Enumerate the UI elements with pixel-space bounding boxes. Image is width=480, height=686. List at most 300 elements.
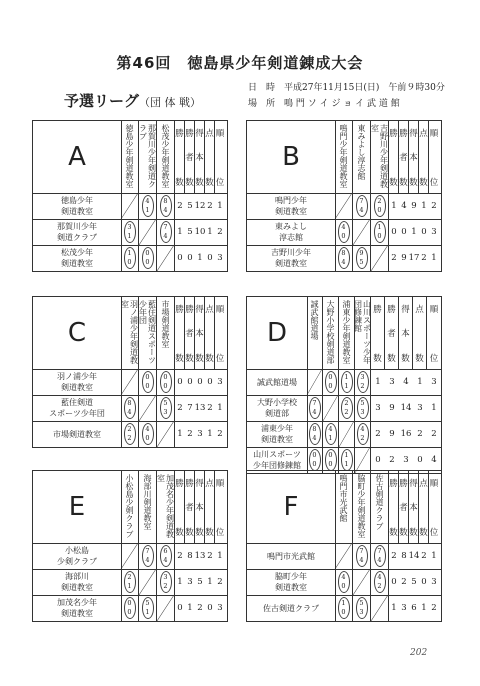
- stat-header-char: 数: [175, 528, 184, 538]
- bouts-won: 4: [341, 258, 346, 266]
- team-name-line: 誠武館道場: [257, 377, 297, 387]
- stat-header-char: 得: [409, 479, 418, 489]
- opponent-column-label: 佐古剣道クラブ: [371, 471, 389, 543]
- stat-points: 16: [400, 429, 412, 439]
- opponent-column-label: 浦東少年剣道教室: [339, 297, 355, 369]
- stat-header-char: 点: [419, 479, 428, 489]
- stat-winners: 0: [187, 253, 193, 263]
- stat-rank: 2: [431, 201, 437, 211]
- team-name-line: 脇町少年: [275, 572, 307, 581]
- stat-header-char: 勝: [175, 479, 184, 489]
- team-name: [247, 395, 308, 421]
- self-match-cell: [139, 395, 157, 421]
- self-match-cell: [157, 595, 175, 621]
- stat-winners: 9: [389, 429, 395, 439]
- score-ellipse: [356, 247, 368, 269]
- league-header: [33, 471, 227, 544]
- stat-wins: 3: [375, 403, 381, 413]
- points-taken: 4: [145, 197, 150, 205]
- stat-wins: 1: [177, 577, 183, 587]
- bouts-won: 0: [377, 232, 382, 240]
- stat-wins: 1: [177, 227, 183, 237]
- league-grid: [32, 296, 228, 448]
- bouts-won: 2: [360, 382, 365, 390]
- bouts-won: 1: [145, 608, 150, 616]
- match-score-cell: [121, 395, 139, 421]
- stat-pts: 1: [207, 577, 213, 587]
- score-ellipse: [338, 247, 350, 269]
- team-row: [33, 569, 227, 596]
- team-row: [33, 219, 227, 246]
- stat-points: 9: [411, 201, 417, 211]
- subtitle-note: （団 体 戦）: [139, 96, 202, 109]
- points-taken: 4: [341, 573, 346, 581]
- score-ellipse: [124, 423, 136, 445]
- score-ellipse: [338, 571, 350, 593]
- league-letter: F: [247, 471, 336, 543]
- opponent-column-label: 東みよし淳志館: [353, 121, 371, 193]
- stat-header-char: 数: [415, 354, 424, 364]
- score-ellipse: [124, 597, 136, 619]
- opponent-column-label: 海部川剣道教室: [139, 471, 157, 543]
- stat-pts: 0: [207, 603, 213, 613]
- bouts-won: 1: [344, 460, 349, 468]
- team-name: [33, 219, 122, 245]
- team-name-line: 大野小学校: [257, 398, 297, 407]
- stat-header-pts: [419, 121, 429, 193]
- stat-header-char: 得: [401, 305, 410, 315]
- stat-header-char: 勝: [399, 479, 408, 489]
- stat-header-char: 勝: [399, 129, 408, 139]
- league-grid: [246, 470, 442, 622]
- diagonal-slash: [157, 595, 174, 621]
- stat-winners: 3: [401, 603, 407, 613]
- match-score-cell: [335, 219, 353, 245]
- team-name-line: 市場剣道教室: [53, 429, 101, 439]
- score-ellipse: [338, 597, 350, 619]
- stat-header-rank: [215, 297, 225, 369]
- team-name-line: 剣道教室: [261, 435, 293, 444]
- match-score-cell: [157, 569, 175, 595]
- stat-pts: 1: [207, 227, 213, 237]
- stat-winners: 8: [187, 551, 193, 561]
- team-row: [247, 421, 441, 448]
- stat-pts: 2: [421, 253, 427, 263]
- stat-points: 12: [194, 201, 206, 211]
- opponent-column-label: 松茂少年剣道教室: [157, 121, 175, 193]
- stat-header-char: 数: [399, 528, 408, 538]
- stat-header-char: 数: [419, 528, 428, 538]
- stat-rank: 1: [217, 201, 223, 211]
- diagonal-slash: [139, 395, 156, 421]
- points-taken: 7: [377, 547, 382, 555]
- stat-header-char: 位: [429, 178, 439, 188]
- stat-rank: 2: [217, 227, 223, 237]
- score-ellipse: [142, 247, 154, 269]
- team-name-line: 剣道クラブ: [57, 233, 97, 242]
- score-ellipse: [160, 571, 172, 593]
- stat-header-char: 数: [389, 528, 398, 538]
- opponent-column-label: 脇町少年剣道教室: [353, 471, 371, 543]
- stat-header-char: 勝: [185, 479, 194, 489]
- stat-header-char: 本: [409, 153, 418, 163]
- stat-header-winners: [185, 121, 195, 193]
- bouts-won: 1: [127, 582, 132, 590]
- stat-header-char: 順: [215, 305, 225, 315]
- score-ellipse: [142, 195, 154, 217]
- score-ellipse: [341, 397, 353, 419]
- stat-header-char: 位: [215, 354, 225, 364]
- team-row: [247, 595, 441, 621]
- league-grid: [246, 120, 442, 272]
- match-score-cell: [139, 543, 157, 569]
- diagonal-slash: [335, 193, 352, 219]
- stat-header-winners: [185, 297, 195, 369]
- bouts-won: 2: [163, 582, 168, 590]
- stat-header-points: [195, 121, 205, 193]
- bouts-won: 1: [145, 206, 150, 214]
- score-ellipse: [356, 545, 368, 567]
- points-taken: 6: [163, 547, 168, 555]
- bouts-won: 4: [359, 556, 364, 564]
- team-name-line: 剣道教室: [275, 259, 307, 268]
- team-name-line: 小松島: [65, 546, 89, 555]
- diagonal-slash: [121, 193, 138, 219]
- stat-header-char: 勝: [387, 305, 396, 315]
- stat-header-points: [409, 121, 419, 193]
- diagonal-slash: [139, 219, 156, 245]
- stat-header-char: 者: [399, 153, 408, 163]
- match-score-cell: [157, 193, 175, 219]
- page-subtitle: 予選リーグ（団 体 戦）: [64, 92, 202, 110]
- score-ellipse: [357, 423, 369, 445]
- stat-header-char: 数: [373, 354, 382, 364]
- score-ellipse: [142, 597, 154, 619]
- stat-header-char: 位: [215, 178, 225, 188]
- team-name-line: 剣道教室: [61, 207, 93, 216]
- points-taken: 5: [163, 399, 168, 407]
- match-score-cell: [335, 245, 353, 271]
- bouts-won: 4: [312, 434, 317, 442]
- points-taken: 0: [312, 451, 317, 459]
- stat-header-char: 数: [401, 354, 410, 364]
- team-row: [247, 219, 441, 246]
- score-ellipse: [142, 371, 154, 393]
- stat-header-char: 数: [195, 178, 204, 188]
- stat-header-char: 数: [175, 178, 184, 188]
- bouts-won: 4: [163, 206, 168, 214]
- match-score-cell: [139, 595, 157, 621]
- points-taken: 4: [328, 425, 333, 433]
- match-score-cell: [353, 543, 371, 569]
- opponent-column-label: 鳴門市光武館: [335, 471, 353, 543]
- stat-header-char: 順: [429, 479, 439, 489]
- opponent-column-label: 徳島少年剣道教室: [121, 121, 139, 193]
- opponent-column-label: 山川スポーツ少年団修錬館: [355, 297, 371, 369]
- score-ellipse: [374, 571, 386, 593]
- team-name-line: 少年団修錬館: [253, 461, 301, 470]
- team-name-line: 剣道部: [265, 409, 289, 418]
- team-name: [33, 569, 122, 595]
- stat-header-char: 得: [195, 129, 204, 139]
- team-row: [247, 543, 441, 570]
- stat-winners: 2: [187, 429, 193, 439]
- stat-header-char: 者: [185, 153, 194, 163]
- diagonal-slash: [323, 395, 338, 421]
- team-name: [33, 395, 122, 421]
- stat-header-char: 数: [419, 178, 428, 188]
- score-ellipse: [309, 449, 321, 471]
- stat-header-char: 本: [195, 503, 204, 513]
- bouts-won: 4: [359, 206, 364, 214]
- score-ellipse: [338, 221, 350, 243]
- team-name-line: 山川スポーツ: [253, 450, 301, 459]
- stat-header-char: 数: [399, 178, 408, 188]
- stat-header-char: 数: [409, 528, 418, 538]
- points-taken: 3: [127, 223, 132, 231]
- team-row: [247, 245, 441, 271]
- stat-wins: 2: [391, 551, 397, 561]
- stat-points: 6: [411, 603, 417, 613]
- team-row: [33, 395, 227, 422]
- date-line: 日 時 平成27年11月15日(日) 午前９時30分: [248, 83, 445, 93]
- stat-winners: 3: [389, 377, 395, 387]
- stat-pts: 0: [417, 455, 423, 465]
- match-score-cell: [121, 421, 139, 447]
- score-ellipse: [357, 371, 369, 393]
- match-score-cell: [323, 421, 339, 447]
- bouts-won: 0: [145, 258, 150, 266]
- match-score-cell: [371, 569, 389, 595]
- self-match-cell: [121, 193, 139, 219]
- diagonal-slash: [139, 569, 156, 595]
- stat-pts: 1: [207, 429, 213, 439]
- points-taken: 1: [344, 451, 349, 459]
- stat-points: 1: [197, 253, 203, 263]
- match-score-cell: [353, 193, 371, 219]
- points-taken: 8: [341, 249, 346, 257]
- stat-winners: 7: [187, 403, 193, 413]
- stat-points: 4: [403, 377, 409, 387]
- stat-rank: 4: [431, 455, 437, 465]
- stat-winners: 2: [389, 455, 395, 465]
- match-score-cell: [307, 421, 323, 447]
- team-name-line: 徳島少年: [61, 196, 93, 205]
- stat-header-char: 数: [185, 178, 194, 188]
- stat-pts: 3: [417, 403, 423, 413]
- league-header: [33, 297, 227, 370]
- team-name-line: 鳴門少年: [275, 196, 307, 205]
- match-score-cell: [355, 369, 371, 395]
- score-ellipse: [124, 247, 136, 269]
- diagonal-slash: [335, 543, 352, 569]
- stat-pts: 2: [417, 429, 423, 439]
- stat-winners: 5: [187, 201, 193, 211]
- match-score-cell: [371, 543, 389, 569]
- self-match-cell: [371, 245, 389, 271]
- points-taken: 4: [377, 573, 382, 581]
- diagonal-slash: [157, 245, 174, 271]
- points-taken: 0: [328, 373, 333, 381]
- stat-header-char: 本: [401, 329, 410, 339]
- team-name-line: 松茂少年: [61, 248, 93, 257]
- points-taken: 1: [127, 249, 132, 257]
- team-name: [247, 193, 336, 219]
- match-score-cell: [139, 193, 157, 219]
- stat-points: 5: [197, 577, 203, 587]
- team-name-line: 東みよし: [275, 222, 307, 231]
- stat-wins: 1: [375, 377, 381, 387]
- score-ellipse: [124, 221, 136, 243]
- stat-header-winners: [385, 297, 399, 369]
- points-taken: 1: [344, 373, 349, 381]
- stat-wins: 2: [177, 201, 183, 211]
- opponent-column-label: 那賀川少年剣道クラブ: [139, 121, 157, 193]
- stat-wins: 0: [177, 603, 183, 613]
- stat-header-char: 数: [205, 528, 214, 538]
- stat-wins: 2: [375, 429, 381, 439]
- team-name: [247, 245, 336, 271]
- self-match-cell: [157, 421, 175, 447]
- bouts-won: 3: [360, 408, 365, 416]
- stat-header-wins: [175, 297, 185, 369]
- team-name: [33, 595, 122, 621]
- diagonal-slash: [339, 421, 354, 447]
- points-taken: 0: [127, 599, 132, 607]
- league-header: [33, 121, 227, 194]
- team-name: [33, 421, 122, 447]
- bouts-won: 0: [127, 608, 132, 616]
- score-ellipse: [357, 397, 369, 419]
- stat-winners: 4: [401, 201, 407, 211]
- diagonal-slash: [307, 369, 322, 395]
- match-score-cell: [121, 595, 139, 621]
- stat-header-char: 点: [205, 129, 214, 139]
- score-ellipse: [160, 221, 172, 243]
- points-taken: 5: [359, 599, 364, 607]
- team-name: [247, 569, 336, 595]
- stat-header-char: 位: [215, 528, 225, 538]
- stat-header-char: 本: [195, 153, 204, 163]
- team-name-line: 加茂名少年: [57, 598, 97, 607]
- diagonal-slash: [371, 245, 388, 271]
- stat-header-rank: [215, 121, 225, 193]
- stat-wins: 2: [391, 253, 397, 263]
- stat-header-char: 数: [389, 178, 398, 188]
- team-row: [247, 369, 441, 396]
- stat-pts: 2: [207, 403, 213, 413]
- opponent-column-label: 藍住剣道スポーツ少年団: [139, 297, 157, 369]
- stat-header-wins: [371, 297, 385, 369]
- league-header: [247, 297, 441, 370]
- points-taken: 8: [312, 425, 317, 433]
- stat-winners: 8: [401, 551, 407, 561]
- score-ellipse: [341, 449, 353, 471]
- stat-wins: 2: [177, 551, 183, 561]
- points-taken: 5: [360, 399, 365, 407]
- stat-header-char: 本: [409, 503, 418, 513]
- bouts-won: 4: [145, 556, 150, 564]
- bouts-won: 2: [127, 434, 132, 442]
- stat-winners: 0: [401, 227, 407, 237]
- self-match-cell: [335, 193, 353, 219]
- stat-header-wins: [389, 121, 399, 193]
- stat-header-winners: [399, 471, 409, 543]
- opponent-column-label: 大野小学校剣道部: [323, 297, 339, 369]
- stat-points: 14: [400, 403, 412, 413]
- team-name-line: 剣道教室: [61, 259, 93, 268]
- match-score-cell: [355, 421, 371, 447]
- score-ellipse: [356, 195, 368, 217]
- self-match-cell: [353, 569, 371, 595]
- match-score-cell: [355, 395, 371, 421]
- bouts-won: 0: [145, 382, 150, 390]
- match-score-cell: [157, 395, 175, 421]
- points-taken: 7: [145, 547, 150, 555]
- stat-pts: 1: [421, 603, 427, 613]
- match-score-cell: [139, 245, 157, 271]
- match-score-cell: [121, 219, 139, 245]
- stat-header-char: 者: [185, 503, 194, 513]
- stat-wins: 2: [177, 403, 183, 413]
- team-row: [33, 369, 227, 396]
- stat-pts: 0: [207, 377, 213, 387]
- points-taken: 4: [341, 223, 346, 231]
- match-score-cell: [157, 219, 175, 245]
- stat-header-pts: [419, 471, 429, 543]
- team-name: [33, 193, 122, 219]
- team-name: [33, 543, 122, 569]
- stat-winners: 3: [187, 577, 193, 587]
- match-score-cell: [335, 569, 353, 595]
- league-grid: [246, 296, 442, 474]
- stat-header-pts: [205, 297, 215, 369]
- score-ellipse: [160, 545, 172, 567]
- team-name: [33, 245, 122, 271]
- score-ellipse: [356, 597, 368, 619]
- stat-header-char: 点: [205, 479, 214, 489]
- stat-header-char: 位: [429, 354, 439, 364]
- bouts-won: 0: [127, 258, 132, 266]
- stat-rank: 1: [217, 551, 223, 561]
- match-score-cell: [335, 595, 353, 621]
- bouts-won: 0: [341, 582, 346, 590]
- stat-rank: 1: [431, 403, 437, 413]
- points-taken: 0: [145, 249, 150, 257]
- stat-header-char: 数: [205, 354, 214, 364]
- opponent-column-label: 市場剣道教室: [157, 297, 175, 369]
- stat-rank: 3: [217, 253, 223, 263]
- stat-winners: 5: [187, 227, 193, 237]
- score-ellipse: [374, 195, 386, 217]
- score-ellipse: [374, 221, 386, 243]
- team-name-line: 海部川: [65, 572, 89, 581]
- team-name-line: 剣道教室: [275, 583, 307, 592]
- stat-header-wins: [175, 471, 185, 543]
- stat-header-char: 得: [409, 129, 418, 139]
- bouts-won: 1: [344, 382, 349, 390]
- match-score-cell: [157, 369, 175, 395]
- stat-wins: 1: [391, 201, 397, 211]
- diagonal-slash: [121, 543, 138, 569]
- match-score-cell: [323, 369, 339, 395]
- stat-header-char: 勝: [175, 129, 184, 139]
- self-match-cell: [139, 219, 157, 245]
- self-match-cell: [339, 421, 355, 447]
- league-header: [247, 121, 441, 194]
- team-name-line: 剣道教室: [61, 383, 93, 392]
- team-name: [33, 369, 122, 395]
